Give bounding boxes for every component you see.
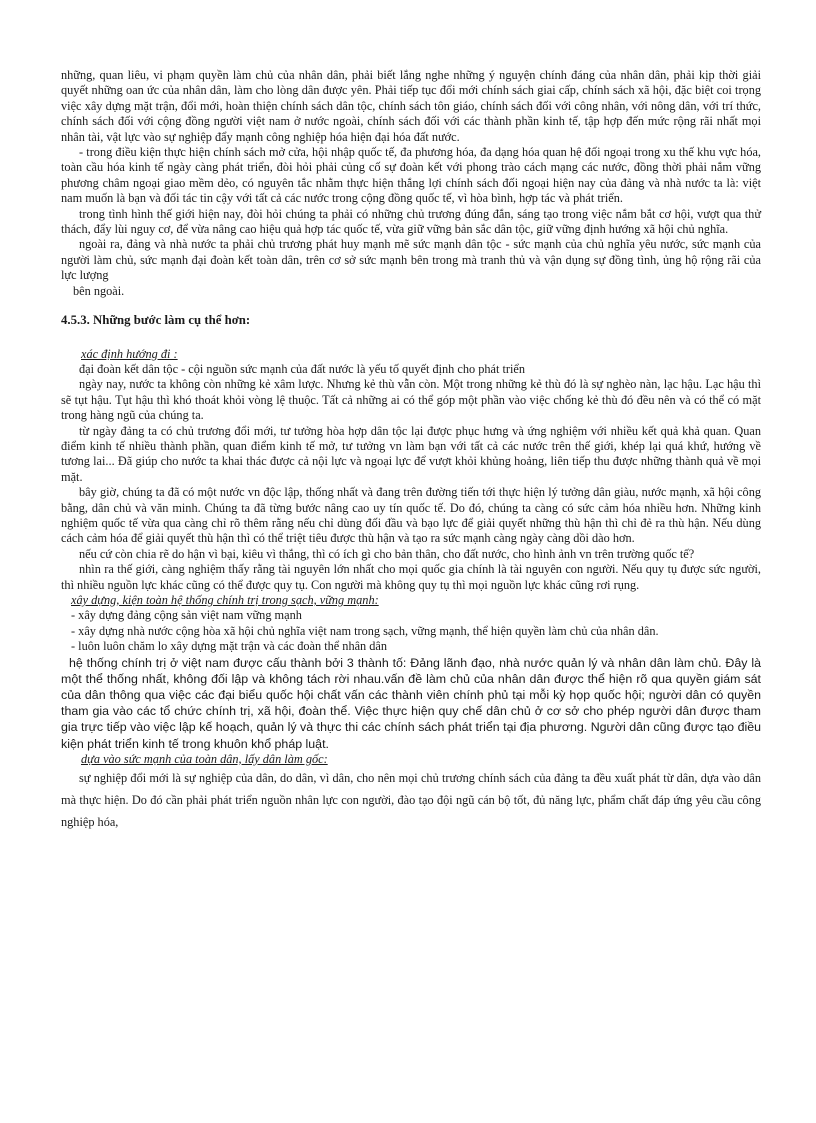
- subheading-people: dựa vào sức mạnh của toàn dân, lấy dân làm gốc:: [81, 751, 328, 766]
- bullet-state: - xây dựng nhà nước cộng hòa xã hội chủ nghĩa việt nam trong sạch, vững mạnh, thể hiện quyền làm chủ của nhân dân.: [71, 623, 659, 638]
- paragraph-4: ngoài ra, đảng và nhà nước ta phải chủ trương phát huy mạnh mẽ sức mạnh dân tộc - sức mạnh của chủ nghĩa yêu nước, sức mạnh của người làm chủ, sức mạnh đại đoàn kết toàn dân, trên cơ sở sức mạnh bên trong mà tranh thủ và vận dụng sự đồng tình, ủng hộ rộng rãi của lực lượng: [61, 237, 761, 283]
- last-paragraph: sự nghiệp đổi mới là sự nghiệp của dân, do dân, vì dân, cho nên mọi chủ trương chính sách của đảng ta đều xuất phát từ dân, dựa vào dân mà thực hiện. Do đó cần phải phát triển nguồn nhân lực con người, đào tạo đội ngũ cán bộ tốt, đủ năng lực, phẩm chất đáp ứng yêu cầu công nghiệp hóa,: [61, 771, 761, 830]
- bullet-party: - xây dựng đảng cộng sản việt nam vững mạnh: [71, 608, 302, 623]
- section1-paragraph-3: từ ngày đảng ta có chủ trương đổi mới, tư tưởng hòa hợp dân tộc lại được phục hưng và ứng nghiệm với nhiều kết quả khả quan. Quan điểm kinh tế nhiều thành phần, quan điểm kinh tế mở, tư tưởng vn làm bạn với tất cả các nước trên thế giới, khép lại quá khứ, hướng về tương lai... Đã giúp cho nước ta khai thác được cả nội lực và ngoại lực để vượt khỏi khủng hoảng, liên tiếp thu được những thành quả về mọi mặt.: [61, 423, 761, 484]
- document-page: [61, 68, 761, 833]
- section1-paragraph-6: nhìn ra thế giới, càng nghiệm thấy rằng tài nguyên lớn nhất cho mọi quốc gia chính là tài nguyên con người. Nếu quy tụ được sức người, thì nhiều nguồn lực khác cũng có thể được quy tụ. Con người mà không quy tụ thì mọi nguồn lực khác cũng rơi rụng.: [61, 562, 761, 592]
- section1-line-1: đại đoàn kết dân tộc - cội nguồn sức mạnh của đất nước là yếu tố quyết định cho phát triển: [79, 361, 525, 376]
- paragraph-2: - trong điều kiện thực hiện chính sách mở cửa, hội nhập quốc tế, đa phương hóa, đa dạng hóa quan hệ đối ngoại trong xu thế khu vực hóa, toàn cầu hóa kinh tế ngày càng phát triển, đòi hỏi phải củng cố sự đoàn kết với phong trào cách mạng các nước, đồng thời phải nắm vững phương châm ngoại giao mềm dẻo, có nguyên tắc nhằm thực hiện thắng lợi chính sách đối ngoại hiện nay của đảng và nhà nước ta là: việt nam muốn là bạn và đối tác tin cậy với tất cả các nước trong cộng đồng quốc tế, vì hòa bình, hợp tác và phát triển.: [61, 145, 761, 206]
- paragraph-5: bên ngoài.: [73, 283, 125, 298]
- section1-paragraph-5: nếu cứ còn chia rẽ do hận vì bại, kiêu vì thắng, thì có ích gì cho bản thân, cho đất nước, cho hình ảnh vn trên trường quốc tế?: [79, 546, 695, 561]
- subheading-direction: xác định hướng đi :: [81, 346, 178, 361]
- bullet-front: - luôn luôn chăm lo xây dựng mặt trận và các đoàn thể nhân dân: [71, 639, 388, 654]
- paragraph-3: trong tình hình thế giới hiện nay, đòi hỏi chúng ta phải có những chủ trương đúng đắn, sáng tạo trong việc nắm bắt cơ hội, vượt qua thử thách, đẩy lùi nguy cơ, để vừa nâng cao hiệu quả hợp tác quốc tế, vừa giữ vững bản sắc dân tộc, giữ vững định hướng xã hội chủ nghĩa.: [61, 206, 761, 237]
- political-system-paragraph: hệ thống chính trị ở việt nam được cấu thành bởi 3 thành tố: Đảng lãnh đạo, nhà nước quản lý và nhân dân làm chủ. Đây là một thể thống nhất, không đối lập và không tách rời nhau.vấn đề làm chủ của nhân dân được thể hiện rõ qua quyền giám sát của dân thông qua việc các đại biểu quốc hội chất vấn các thành viên chính phủ tại mỗi kỳ họp quốc hội; người dân có quyền tham gia vào các tổ chức chính trị, xã hội, đoàn thể. Việc thực hiện quy chế dân chủ ở cơ sở cho phép người dân được tham gia trực tiếp vào việc lập kế hoạch, quản lý và thực thi các chính sách phát triển tại địa phương. Người dân cũng được tạo điều kiện phát triển kinh tế trong khuôn khổ pháp luật.: [61, 655, 761, 751]
- subheading-political-system: xây dựng, kiện toàn hệ thống chính trị trong sạch, vững mạnh:: [71, 593, 379, 607]
- section1-paragraph-4: bây giờ, chúng ta đã có một nước vn độc lập, thống nhất và đang trên đường tiến tới thực hiện lý tưởng dân giàu, nước mạnh, xã hội công bằng, dân chủ và văn minh. Chúng ta đã từng bước nâng cao uy tín quốc tế. Do đó, chúng ta càng có sức cảm hóa nhiều hơn. Những kinh nghiệm quốc tế vừa qua càng chỉ rõ thêm rằng nếu chỉ dùng đối đầu và bạo lực để giải quyết những thù hận thì chỉ đẻ ra thù hận. Nếu dùng cách cảm hóa để giải quyết thù hận thì có thể triệt tiêu được thù hận và tạo ra sức mạnh càng ngày càng dồi dào hơn.: [61, 485, 761, 546]
- paragraph-1: những, quan liêu, vi phạm quyền làm chủ của nhân dân, phải biết lắng nghe những ý nguyện chính đáng của nhân dân, phải kịp thời giải quyết những oan ức của nhân dân, làm cho lòng dân được yên. Phải tiếp tục đổi mới chính sách giai cấp, chính sách xã hội, đặc biệt coi trọng việc xây dựng mặt trận, đổi mới, hoàn thiện chính sách dân tộc, chính sách tôn giáo, chính sách đối với công nhân, với nông dân, với trí thức, chính sách đối với cộng đồng người việt nam ở nước ngoài, chính sách đối với các thành phần kinh tế, tập hợp đến mức rộng rãi nhất mọi nhân tài, vật lực vào sự nghiệp đẩy mạnh công nghiệp hóa hiện đại hóa đất nước.: [61, 68, 761, 144]
- section-heading: 4.5.3. Những bước làm cụ thể hơn:: [61, 313, 251, 328]
- section1-paragraph-2: ngày nay, nước ta không còn những kẻ xâm lược. Nhưng kẻ thù vẫn còn. Một trong những kẻ thù đó là sự nghèo nàn, lạc hậu. Lạc hậu thì sẽ tụt hậu. Tụt hậu thì khó thoát khỏi vòng lệ thuộc. Tất cả những ai có thể góp một phần vào việc chống kẻ thù đó đều nên và có thể có mặt trong hàng ngũ của chúng ta.: [61, 377, 761, 423]
